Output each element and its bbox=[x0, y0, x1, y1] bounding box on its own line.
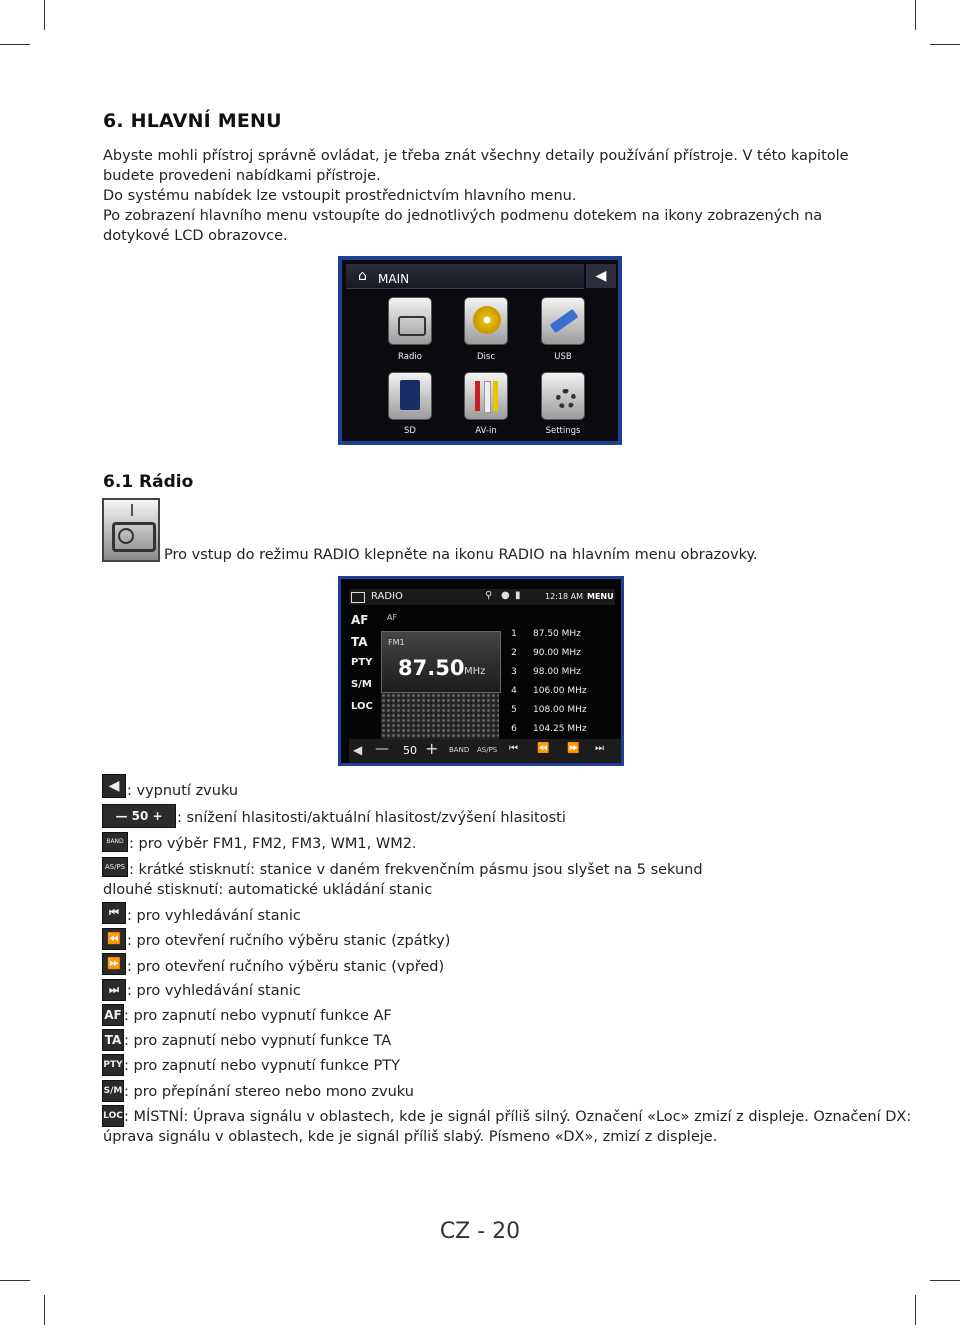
tile-label-usb: USB bbox=[554, 352, 572, 362]
legend-text: : pro zapnutí nebo vypnutí funkce TA bbox=[124, 1033, 392, 1049]
volume-value: 50 bbox=[403, 744, 417, 757]
rewind-icon[interactable]: ⏪ bbox=[537, 743, 550, 754]
tile-label-settings: Settings bbox=[545, 426, 581, 436]
usb-status-icon: ⚲ bbox=[485, 590, 493, 601]
tile-label-av-in: AV-in bbox=[475, 426, 497, 436]
crop-mark bbox=[930, 1280, 960, 1281]
disc-status-icon: ● bbox=[501, 590, 510, 601]
tile-label-sd: SD bbox=[404, 426, 416, 436]
legend-text: : krátké stisknutí: stanice v daném frekvenčním pásmu jsou slyšet na 5 sekund bbox=[129, 862, 703, 878]
page-number: CZ - 20 bbox=[439, 1219, 521, 1244]
legend-text: : pro vyhledávání stanic bbox=[127, 983, 301, 999]
usb-icon[interactable] bbox=[542, 298, 584, 344]
tile-label-disc: Disc bbox=[476, 352, 495, 362]
frequency-unit: MHz bbox=[464, 666, 486, 677]
loc-button[interactable]: LOC bbox=[351, 701, 373, 712]
preset-frequency[interactable]: 104.25 MHz bbox=[533, 724, 587, 734]
preset-frequency[interactable]: 87.50 MHz bbox=[533, 629, 581, 639]
forward-icon: ⏩ bbox=[102, 953, 126, 975]
preset-frequency[interactable]: 106.00 MHz bbox=[533, 686, 587, 696]
mute-icon[interactable]: ◀ bbox=[353, 743, 363, 757]
legend-text: : pro výběr FM1, FM2, FM3, WM1, WM2. bbox=[129, 836, 417, 852]
preset-number: 4 bbox=[511, 686, 517, 696]
legend-text: : pro vyhledávání stanic bbox=[127, 908, 301, 924]
seek-forward-icon[interactable]: ⏭ bbox=[595, 743, 604, 754]
preset-number: 3 bbox=[511, 667, 517, 677]
preset-frequency[interactable]: 108.00 MHz bbox=[533, 705, 587, 715]
radio-mode-icon bbox=[351, 592, 365, 603]
back-arrow-icon[interactable]: ◀ bbox=[586, 264, 616, 288]
legend-text: : vypnutí zvuku bbox=[127, 783, 239, 799]
sd-card-icon[interactable] bbox=[389, 373, 431, 419]
preset-number: 2 bbox=[511, 648, 517, 658]
asps-icon: AS/PS bbox=[102, 857, 128, 877]
crop-mark bbox=[930, 44, 960, 45]
intro-paragraph-1: Abyste mohli přístroj správně ovládat, je třeba znát všechny detaily používání přístroje. V této kapitole budete provedeni nabídkami přístroje. bbox=[103, 148, 849, 184]
band-icon: BAND bbox=[102, 832, 128, 852]
radio-icon[interactable] bbox=[389, 298, 431, 344]
preset-frequency[interactable]: 98.00 MHz bbox=[533, 667, 581, 677]
clock: 12:18 AM bbox=[545, 592, 583, 601]
frequency-value: 87.50 bbox=[398, 656, 465, 680]
frequency-panel bbox=[381, 631, 501, 693]
radio-icon bbox=[102, 498, 160, 562]
legend-text: úprava signálu v oblastech, kde je signál příliš slabý. Písmeno «DX», zmizí z displeje. bbox=[103, 1129, 718, 1145]
rewind-icon: ⏪ bbox=[102, 928, 126, 950]
main-title-bar bbox=[346, 264, 584, 289]
av-cable-icon[interactable] bbox=[465, 373, 507, 419]
section-title: 6. HLAVNÍ MENU bbox=[103, 110, 282, 132]
crop-mark bbox=[0, 44, 30, 45]
main-menu-screen bbox=[338, 256, 622, 445]
legend-text: dlouhé stisknutí: automatické ukládání stanic bbox=[103, 882, 433, 898]
tile-label-radio: Radio bbox=[398, 352, 422, 362]
sm-button[interactable]: S/M bbox=[351, 679, 372, 690]
volume-control-icon bbox=[102, 804, 176, 828]
legend-text: : pro přepínání stereo nebo mono zvuku bbox=[124, 1084, 414, 1100]
seek-back-icon[interactable]: ⏮ bbox=[509, 743, 518, 754]
ta-icon: TA bbox=[102, 1029, 124, 1051]
settings-icon[interactable] bbox=[542, 373, 584, 419]
volume-value-icon: 50 bbox=[131, 809, 149, 823]
af-indicator: AF bbox=[387, 613, 398, 622]
crop-mark bbox=[44, 1295, 45, 1325]
pty-icon: PTY bbox=[102, 1054, 124, 1076]
disc-icon[interactable] bbox=[465, 298, 507, 344]
ta-button[interactable]: TA bbox=[351, 635, 368, 649]
radio-control-bar bbox=[349, 739, 621, 763]
asps-button[interactable]: AS/PS bbox=[477, 746, 498, 754]
legend-text: : pro zapnutí nebo vypnutí funkce PTY bbox=[124, 1058, 400, 1074]
volume-up-icon: + bbox=[148, 809, 163, 823]
home-icon[interactable]: ⌂ bbox=[358, 268, 367, 284]
sm-icon: S/M bbox=[102, 1080, 124, 1102]
radio-title: RADIO bbox=[371, 591, 403, 602]
sd-status-icon: ▮ bbox=[515, 590, 521, 601]
crop-mark bbox=[915, 1295, 916, 1325]
preset-number: 6 bbox=[511, 724, 517, 734]
crop-mark bbox=[915, 0, 916, 30]
radio-top-bar bbox=[349, 589, 615, 605]
forward-icon[interactable]: ⏩ bbox=[567, 743, 580, 754]
seek-back-icon: ⏮ bbox=[102, 902, 126, 924]
speaker-grille bbox=[381, 693, 499, 739]
crop-mark bbox=[44, 0, 45, 30]
legend-text: : pro otevření ručního výběru stanic (vpřed) bbox=[127, 959, 445, 975]
loc-icon: LOC bbox=[102, 1105, 124, 1127]
band-button[interactable]: BAND bbox=[449, 746, 470, 754]
volume-up-icon[interactable]: + bbox=[425, 739, 439, 758]
legend-text: : MÍSTNÍ: Úprava signálu v oblastech, kde je signál příliš silný. Označení «Loc» zmizí z displeje. Označení DX: bbox=[124, 1109, 912, 1125]
intro-paragraph-2: Do systému nabídek lze vstoupit prostřednictvím hlavního menu. bbox=[103, 188, 577, 204]
intro-paragraph-3: Po zobrazení hlavního menu vstoupíte do jednotlivých podmenu dotekem na ikony zobrazených na dotykové LCD obrazovce. bbox=[103, 208, 823, 244]
radio-intro: Pro vstup do režimu RADIO klepněte na ikonu RADIO na hlavním menu obrazovky. bbox=[164, 547, 758, 563]
radio-section-title: 6.1 Rádio bbox=[103, 472, 194, 492]
radio-screen bbox=[338, 576, 624, 766]
af-icon: AF bbox=[102, 1004, 124, 1026]
legend-text: : pro otevření ručního výběru stanic (zpátky) bbox=[127, 933, 451, 949]
preset-number: 1 bbox=[511, 629, 517, 639]
volume-down-icon[interactable]: — bbox=[375, 741, 389, 757]
af-button[interactable]: AF bbox=[351, 613, 369, 627]
pty-button[interactable]: PTY bbox=[351, 657, 373, 668]
preset-frequency[interactable]: 90.00 MHz bbox=[533, 648, 581, 658]
seek-forward-icon: ⏭ bbox=[102, 979, 126, 1001]
mute-icon: ◀ bbox=[102, 774, 126, 798]
main-title: MAIN bbox=[378, 272, 410, 286]
crop-mark bbox=[0, 1280, 30, 1281]
band-label: FM1 bbox=[388, 638, 405, 647]
preset-number: 5 bbox=[511, 705, 517, 715]
volume-down-icon: — bbox=[115, 809, 132, 823]
legend-text: : pro zapnutí nebo vypnutí funkce AF bbox=[124, 1008, 392, 1024]
menu-button[interactable]: MENU bbox=[587, 592, 614, 601]
legend-text: : snížení hlasitosti/aktuální hlasitost/zvýšení hlasitosti bbox=[177, 810, 566, 826]
